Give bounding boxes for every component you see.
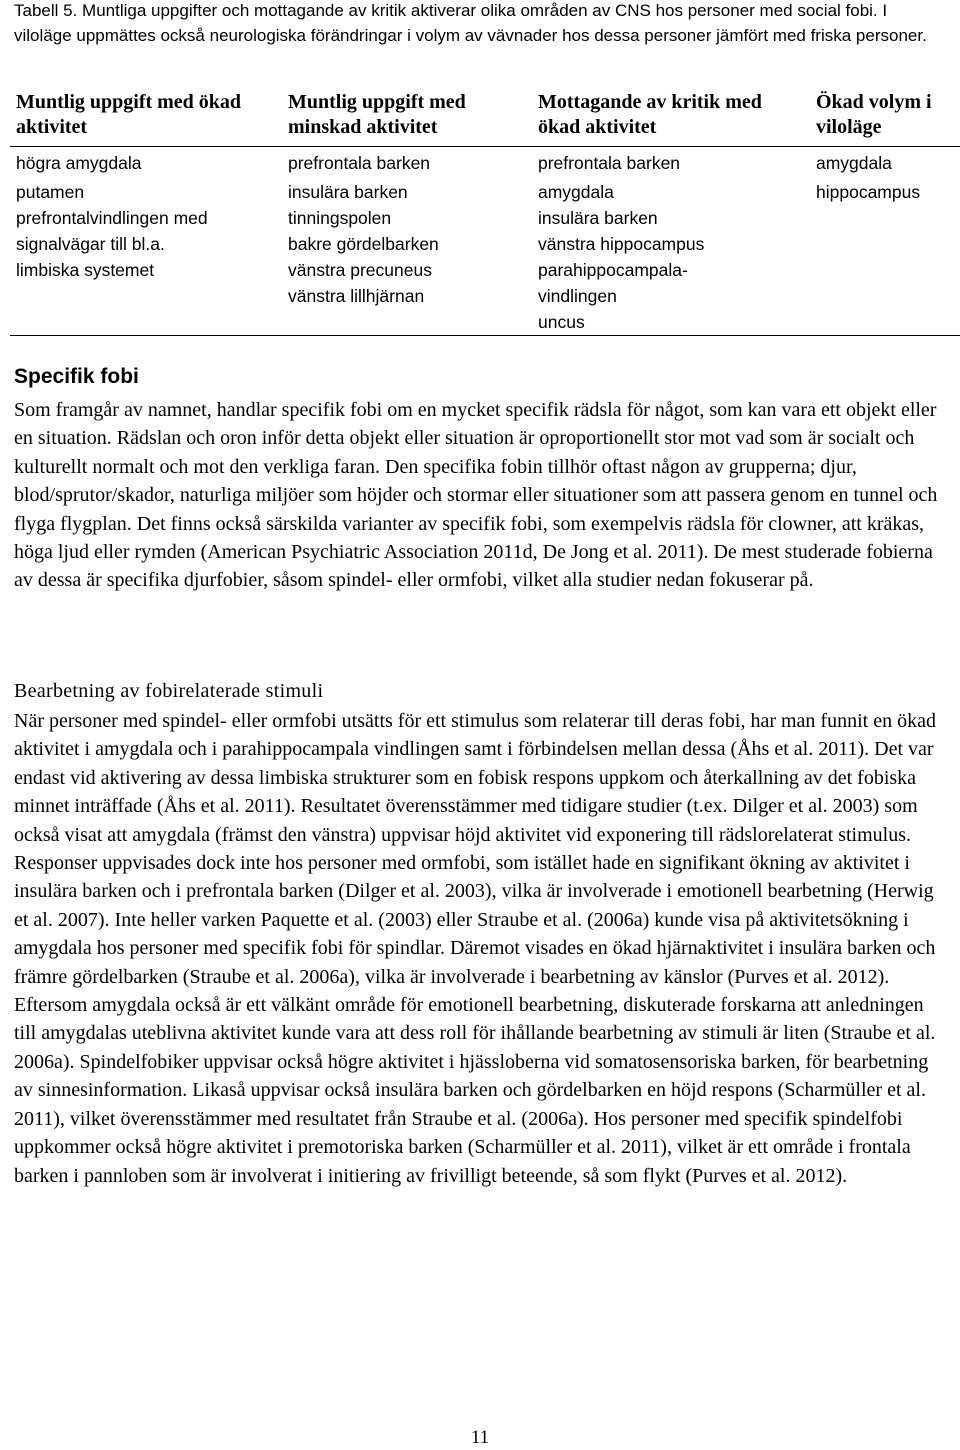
subsection-heading: Bearbetning av fobirelaterade stimuli [14, 680, 324, 702]
table-cell: prefrontala barken [288, 153, 431, 173]
table-row [10, 147, 960, 180]
page-number: 11 [470, 1427, 490, 1448]
table-cell: prefrontala barken [538, 153, 681, 173]
cell-line: vänstra precuneus [288, 260, 432, 280]
body-paragraph: Som framgår av namnet, handlar specifik fobi om en mycket specifik rädsla för något, som kan vara ett objekt eller en situation. Rädslan och oron inför detta objekt eller situation är oproportionellt stor mot vad som är socialt och kulturellt normalt och mot den verkliga faran. Den specifika fobin tillhör oftast någon av grupperna; djur, blod/sprutor/skador, naturliga miljöer som höjder och stormar eller situationer som att passera genom en tunnel och flyga flygplan. Det finns också särskilda varianter av specifik fobi, som exempelvis rädsla för clowner, att kräkas, höga ljud eller rymden (American Psychiatric Association 2011d, De Jong et al. 2011). De mest studerade fobierna av dessa är specifika djurfobier, såsom spindel- eller ormfobi, vilket alla studier nedan fokuserar på. [14, 399, 938, 592]
column-header: Muntlig uppgift med minskad aktivitet [282, 86, 532, 147]
cell-line: putamen [16, 182, 85, 202]
cell-line: prefrontalvindlingen med [16, 208, 208, 228]
cell-line: uncus [538, 312, 585, 332]
column-header: Ökad volym i viloläge [810, 86, 960, 147]
cell-line: insulära barken [288, 182, 408, 202]
body-paragraph: När personer med spindel- eller ormfobi utsätts för ett stimulus som relaterar till deras fobi, har man funnit en ökad aktivitet i amygdala och i parahippocampala vindlingen samt i förbindelsen mellan dessa (Åhs et al. 2011). Det var endast vid aktivering av dessa limbiska strukturer som en fobisk respons uppkom och återkallning av det fobiska minnet inträffade (Åhs et al. 2011). Resultatet överensstämmer med tidigare studier (t.ex. Dilger et al. 2003) som också visat att amygdala (främst den vänstra) uppvisar höjd aktivitet vid exponering till rädslorelaterat stimulus. Responser uppvisades dock inte hos personer med ormfobi, som istället hade en signifikant ökning av aktivitet i insulära barken och i prefrontala barken (Dilger et al. 2003), vilka är involverade i emotionell bearbetning (Herwig et al. 2007). Inte heller varken Paquette et al. (2003) eller Straube et al. (2006a) kunde visa på aktivitetsökning i amygdala hos personer med specifik fobi för spindlar. Däremot visades en ökad hjärnaktivitet i insulära barken och främre gördelbarken (Straube et al. 2006a), vilka är involverade i bearbetning av känslor (Purves et al. 2012). Eftersom amygdala också är ett välkänt område för emotionell bearbetning, diskuterade forskarna att anledningen till amygdalas uteblivna aktivitet kunde vara att dess roll för ihållande bearbetning av stimuli är liten (Straube et al. 2006a). Spindelfobiker uppvisar också högre aktivitet i hjässloberna vid somatosensoriska barken, för bearbetning av sinnesinformation. Likaså uppvisar också insulära barken och gördelbarken en höjd respons (Scharmüller et al. 2011), vilket överensstämmer med resultatet från Straube et al. (2006a). Hos personer med specifik spindelfobi uppkommer också högre aktivitet i premotoriska barken (Scharmüller et al. 2011), vilket är ett område i frontala barken i pannloben som är involverat i initiering av frivilligt beteende, så som flykt (Purves et al. 2012). [14, 710, 936, 1187]
table-row [10, 179, 960, 336]
table-cell [532, 179, 810, 336]
cell-line: tinningspolen [288, 208, 392, 228]
cell-line: insulära barken [538, 208, 658, 228]
table-cell: högra amygdala [16, 153, 142, 173]
findings-table [10, 86, 960, 336]
cell-line: parahippocampala- [538, 260, 688, 280]
cell-line: vindlingen [538, 286, 617, 306]
table-header-row [10, 86, 960, 147]
cell-line: amygdala [538, 182, 614, 202]
table-caption: Tabell 5. Muntliga uppgifter och mottagande av kritik aktiverar olika områden av CNS hos personer med social fobi. I viloläge uppmättes också neurologiska förändringar i volym av vävnader hos dessa personer jämfört med friska personer. [14, 1, 927, 45]
column-header: Mottagande av kritik med ökad aktivitet [532, 86, 810, 147]
cell-line: bakre gördelbarken [288, 234, 439, 254]
column-header: Muntlig uppgift med ökad aktivitet [10, 86, 282, 147]
cell-line: vänstra hippocampus [538, 234, 705, 254]
table-cell: amygdala [816, 153, 892, 173]
table-cell [282, 179, 532, 336]
cell-line: limbiska systemet [16, 260, 155, 280]
cell-line: signalvägar till bl.a. [16, 234, 165, 254]
section-title: Specifik fobi [14, 365, 139, 388]
cell-line: vänstra lillhjärnan [288, 286, 425, 306]
table-cell [810, 179, 960, 336]
cell-line: hippocampus [816, 182, 921, 202]
table-cell [10, 179, 282, 336]
